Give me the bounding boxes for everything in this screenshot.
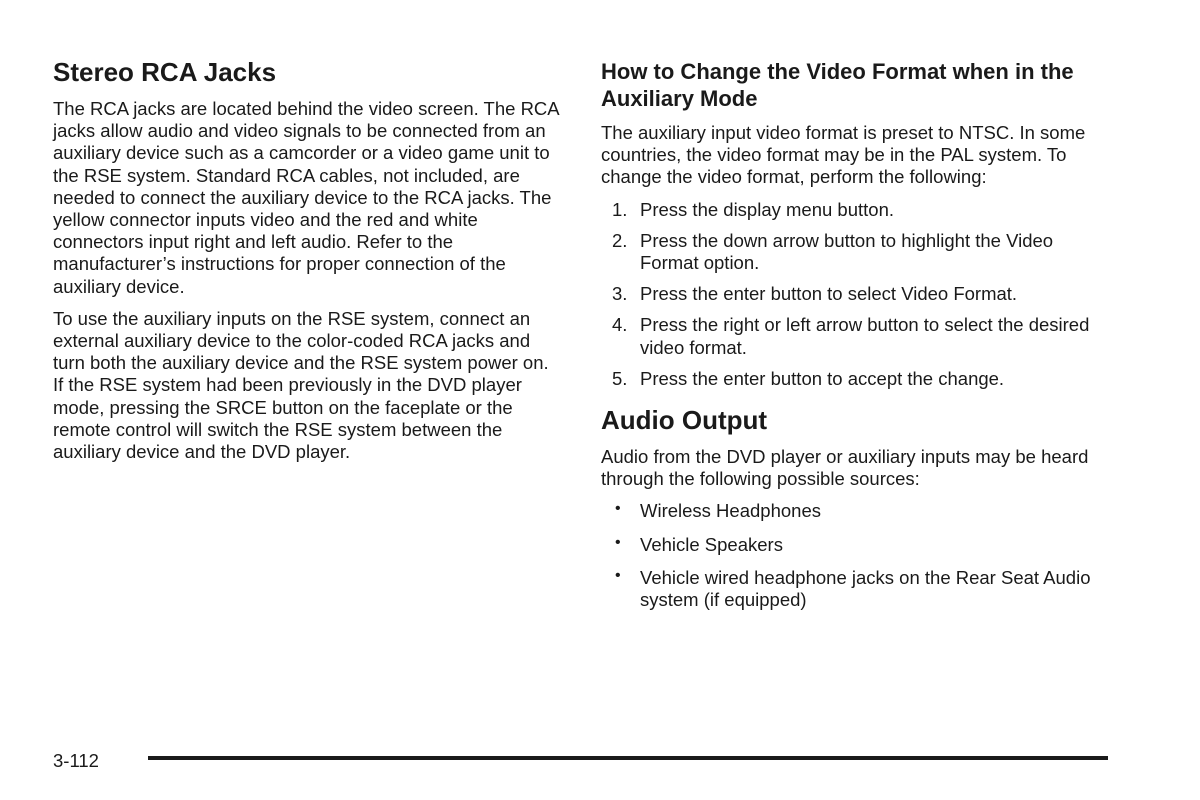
footer-rule bbox=[148, 756, 1108, 760]
step-number: 1. bbox=[612, 198, 628, 220]
audio-output-heading: Audio Output bbox=[601, 405, 768, 436]
audio-sources-list bbox=[601, 500, 1111, 611]
step-item bbox=[601, 230, 1111, 274]
list-item bbox=[601, 500, 1111, 522]
step-item bbox=[601, 368, 1111, 390]
list-item-text: Wireless Headphones bbox=[640, 500, 821, 522]
step-number: 3. bbox=[612, 283, 628, 305]
rca-jacks-paragraph-2: To use the auxiliary inputs on the RSE system, connect an external auxiliary device to the color-coded RCA jacks and turn both the auxiliary device and the RSE system power on. If the RSE system had been previously in the DVD player mode, pressing the SRCE button on the faceplate or the remote control will switch the RSE system between the auxiliary device and the DVD player. bbox=[53, 307, 549, 463]
step-number: 2. bbox=[612, 229, 628, 251]
list-item-text: Vehicle Speakers bbox=[640, 533, 783, 555]
list-item bbox=[601, 534, 1111, 556]
video-format-steps bbox=[601, 199, 1111, 390]
step-text: Press the down arrow button to highlight the Video Format option. bbox=[640, 229, 1054, 274]
step-item bbox=[601, 283, 1111, 305]
step-item bbox=[601, 314, 1111, 358]
step-text: Press the enter button to select Video Format. bbox=[640, 283, 1018, 305]
right-column bbox=[601, 58, 1111, 622]
list-item bbox=[601, 567, 1111, 611]
step-text: Press the right or left arrow button to select the desired video format. bbox=[640, 314, 1090, 358]
bullet-icon: • bbox=[615, 533, 621, 551]
list-item-text: Vehicle wired headphone jacks on the Rear Seat Audio system (if equipped) bbox=[640, 566, 1091, 611]
video-format-intro: The auxiliary input video format is preset to NTSC. In some countries, the video format may be in the PAL system. To change the video format, perform the following: bbox=[601, 122, 1086, 188]
step-text: Press the display menu button. bbox=[640, 198, 895, 220]
step-number: 4. bbox=[612, 314, 628, 336]
left-column bbox=[53, 56, 563, 473]
step-number: 5. bbox=[612, 367, 628, 389]
step-text: Press the enter button to accept the change. bbox=[640, 367, 1005, 389]
step-item bbox=[601, 199, 1111, 221]
stereo-rca-jacks-heading: Stereo RCA Jacks bbox=[53, 57, 277, 87]
bullet-icon: • bbox=[615, 566, 621, 584]
video-format-heading: How to Change the Video Format when in the Auxiliary Mode bbox=[601, 59, 1074, 111]
bullet-icon: • bbox=[615, 500, 621, 518]
audio-output-intro: Audio from the DVD player or auxiliary inputs may be heard through the following possible sources: bbox=[601, 446, 1089, 490]
rca-jacks-paragraph-1: The RCA jacks are located behind the video screen. The RCA jacks allow audio and video signals to be connected from an auxiliary device such as a camcorder or a video game unit to the RSE system. Standard RCA cables, not included, are needed to connect the auxiliary device to the RCA jacks. The yellow connector inputs video and the red and white connectors input right and left audio. Refer to the manufacturer’s instructions for proper connection of the auxiliary device. bbox=[53, 98, 559, 297]
page-number: 3-112 bbox=[53, 750, 99, 771]
